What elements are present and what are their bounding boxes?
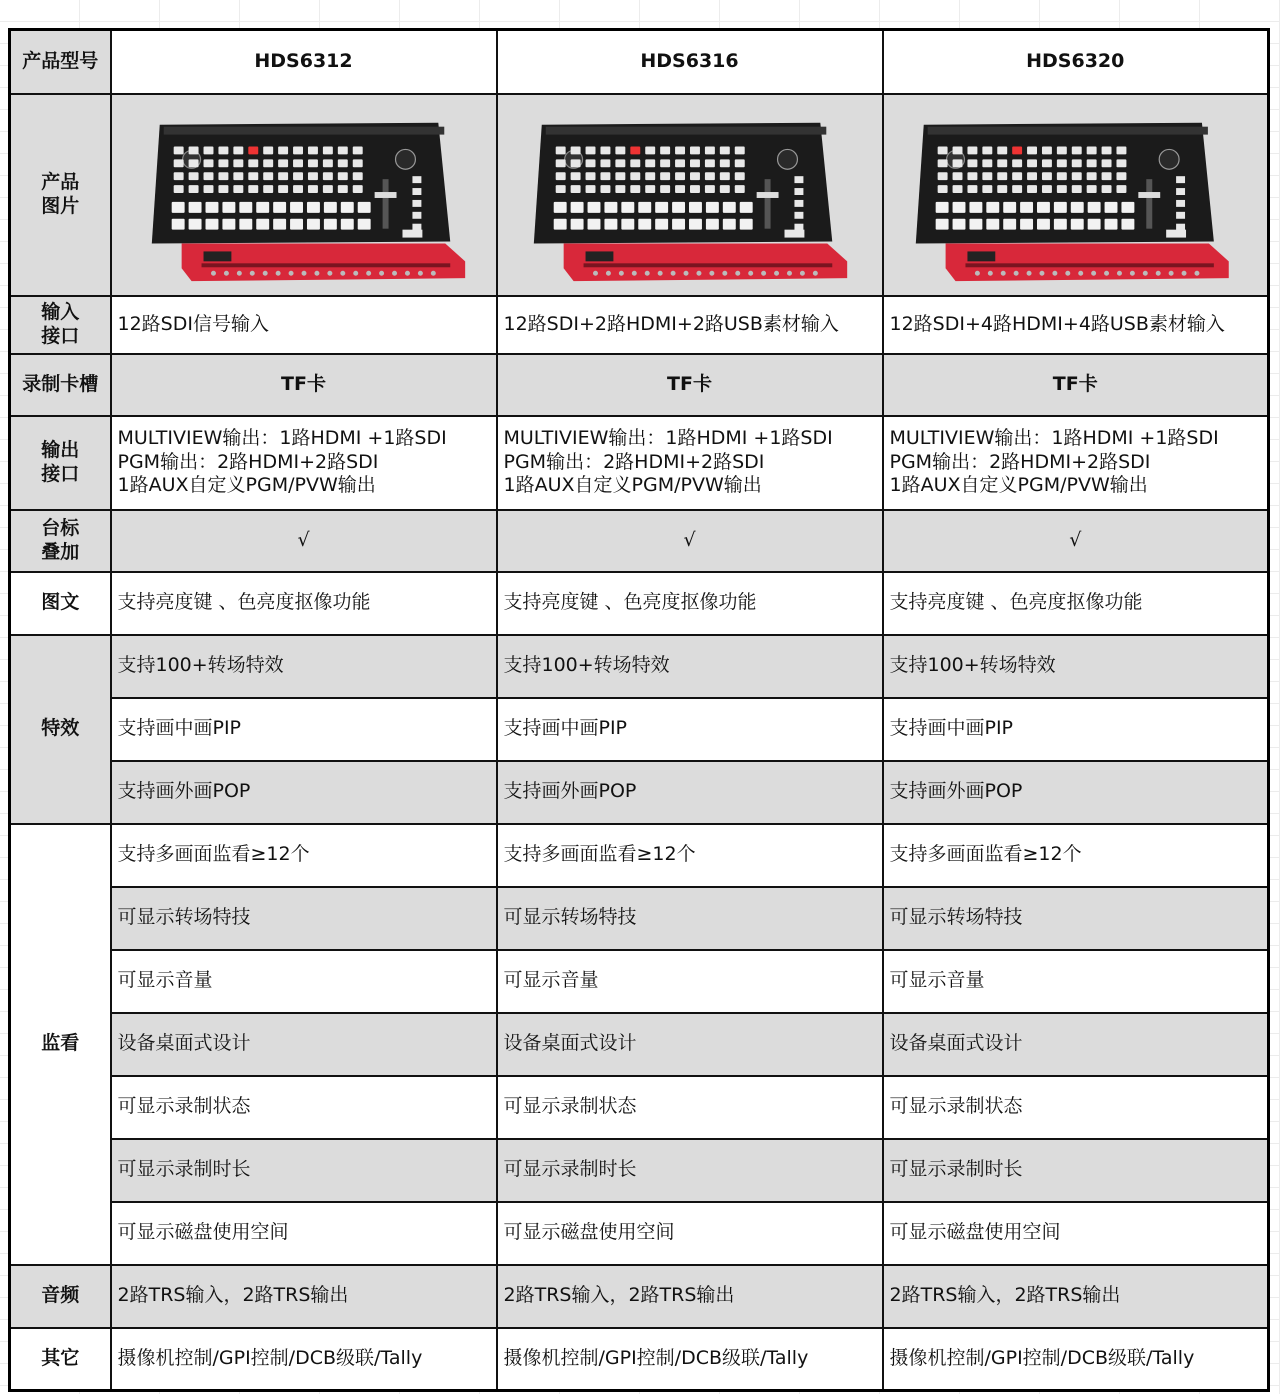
audio-label: 音频 <box>10 1265 111 1328</box>
picture-row-label <box>10 94 111 296</box>
output-row <box>10 416 1269 510</box>
monitor-label: 监看 <box>10 824 111 1265</box>
monitor-row <box>10 1139 1269 1202</box>
effects-label: 特效 <box>10 635 111 824</box>
switcher-device-image <box>112 95 496 295</box>
output-pgm-line: PGM输出：2路HDMI+2路SDI <box>117 450 379 473</box>
monitor-row <box>10 1076 1269 1139</box>
monitor-value: 可显示磁盘使用空间 <box>497 1202 883 1265</box>
monitor-value: 支持多画面监看≥12个 <box>111 824 497 887</box>
record-slot-value-1: TF卡 <box>111 354 497 416</box>
input-label-line2: 接口 <box>41 324 80 347</box>
input-label-line1: 输入 <box>41 300 80 323</box>
effects-row <box>10 698 1269 761</box>
output-label-line2: 接口 <box>41 462 80 485</box>
product-image-hds6320 <box>883 94 1269 296</box>
output-multiview-line: MULTIVIEW输出：1路HDMI +1路SDI <box>889 426 1219 449</box>
monitor-value: 可显示音量 <box>883 950 1269 1013</box>
picture-label-line1: 产品 <box>41 170 80 193</box>
audio-value-3: 2路TRS输入，2路TRS输出 <box>883 1265 1269 1328</box>
picture-label-line2: 图片 <box>41 194 80 217</box>
monitor-value: 可显示音量 <box>111 950 497 1013</box>
output-aux-line: 1路AUX自定义PGM/PVW输出 <box>117 474 376 497</box>
logo-label-line2: 叠加 <box>41 540 80 563</box>
audio-value-1: 2路TRS输入，2路TRS输出 <box>111 1265 497 1328</box>
other-value-1: 摄像机控制/GPI控制/DCB级联/Tally <box>111 1328 497 1391</box>
audio-value-2: 2路TRS输入，2路TRS输出 <box>497 1265 883 1328</box>
graphics-label: 图文 <box>10 572 111 635</box>
monitor-value: 可显示录制状态 <box>883 1076 1269 1139</box>
record-slot-value-3: TF卡 <box>883 354 1269 416</box>
product-picture-row <box>10 94 1269 296</box>
effects-value: 支持100+转场特效 <box>497 635 883 698</box>
effects-value: 支持100+转场特效 <box>111 635 497 698</box>
monitor-value: 可显示磁盘使用空间 <box>111 1202 497 1265</box>
monitor-value: 可显示磁盘使用空间 <box>883 1202 1269 1265</box>
monitor-value: 设备桌面式设计 <box>497 1013 883 1076</box>
output-aux-line: 1路AUX自定义PGM/PVW输出 <box>889 474 1148 497</box>
effects-value: 支持画外画POP <box>497 761 883 824</box>
monitor-row <box>10 824 1269 887</box>
output-aux-line: 1路AUX自定义PGM/PVW输出 <box>503 474 762 497</box>
output-value-3 <box>883 416 1269 510</box>
monitor-value: 支持多画面监看≥12个 <box>497 824 883 887</box>
graphics-row <box>10 572 1269 635</box>
effects-value: 支持画外画POP <box>883 761 1269 824</box>
graphics-value-3: 支持亮度键 、色亮度抠像功能 <box>883 572 1269 635</box>
effects-value: 支持画中画PIP <box>111 698 497 761</box>
monitor-value: 可显示转场特技 <box>883 887 1269 950</box>
monitor-value: 可显示录制时长 <box>883 1139 1269 1202</box>
effects-row <box>10 635 1269 698</box>
monitor-row <box>10 1013 1269 1076</box>
output-multiview-line: MULTIVIEW输出：1路HDMI +1路SDI <box>503 426 833 449</box>
output-pgm-line: PGM输出：2路HDMI+2路SDI <box>503 450 765 473</box>
effects-value: 支持画外画POP <box>111 761 497 824</box>
output-pgm-line: PGM输出：2路HDMI+2路SDI <box>889 450 1151 473</box>
monitor-row <box>10 950 1269 1013</box>
monitor-row <box>10 887 1269 950</box>
product-spec-table <box>8 28 1270 1392</box>
input-value-2: 12路SDI+2路HDMI+2路USB素材输入 <box>497 296 883 354</box>
monitor-row <box>10 1202 1269 1265</box>
model-header-row <box>10 30 1269 94</box>
output-value-2 <box>497 416 883 510</box>
output-value-1 <box>111 416 497 510</box>
monitor-value: 可显示录制状态 <box>111 1076 497 1139</box>
record-slot-row <box>10 354 1269 416</box>
effects-value: 支持100+转场特效 <box>883 635 1269 698</box>
input-row <box>10 296 1269 354</box>
graphics-value-1: 支持亮度键 、色亮度抠像功能 <box>111 572 497 635</box>
monitor-value: 可显示转场特技 <box>111 887 497 950</box>
effects-value: 支持画中画PIP <box>883 698 1269 761</box>
logo-overlay-check-2: √ <box>497 510 883 572</box>
logo-label-line1: 台标 <box>41 516 80 539</box>
effects-value: 支持画中画PIP <box>497 698 883 761</box>
input-value-3: 12路SDI+4路HDMI+4路USB素材输入 <box>883 296 1269 354</box>
monitor-value: 支持多画面监看≥12个 <box>883 824 1269 887</box>
logo-overlay-check-1: √ <box>111 510 497 572</box>
other-label: 其它 <box>10 1328 111 1391</box>
monitor-value: 设备桌面式设计 <box>883 1013 1269 1076</box>
effects-row <box>10 761 1269 824</box>
monitor-value: 可显示录制时长 <box>111 1139 497 1202</box>
output-multiview-line: MULTIVIEW输出：1路HDMI +1路SDI <box>117 426 447 449</box>
other-row <box>10 1328 1269 1391</box>
switcher-device-image <box>884 95 1268 295</box>
logo-overlay-label <box>10 510 111 572</box>
model-name-2: HDS6316 <box>497 30 883 94</box>
monitor-value: 可显示录制状态 <box>497 1076 883 1139</box>
output-label-line1: 输出 <box>41 438 80 461</box>
audio-row <box>10 1265 1269 1328</box>
model-header-label: 产品型号 <box>10 30 111 94</box>
switcher-device-image <box>498 95 882 295</box>
record-slot-value-2: TF卡 <box>497 354 883 416</box>
other-value-2: 摄像机控制/GPI控制/DCB级联/Tally <box>497 1328 883 1391</box>
logo-overlay-check-3: √ <box>883 510 1269 572</box>
monitor-value: 可显示录制时长 <box>497 1139 883 1202</box>
graphics-value-2: 支持亮度键 、色亮度抠像功能 <box>497 572 883 635</box>
monitor-value: 设备桌面式设计 <box>111 1013 497 1076</box>
input-row-label <box>10 296 111 354</box>
model-name-1: HDS6312 <box>111 30 497 94</box>
output-row-label <box>10 416 111 510</box>
other-value-3: 摄像机控制/GPI控制/DCB级联/Tally <box>883 1328 1269 1391</box>
product-image-hds6312 <box>111 94 497 296</box>
model-name-3: HDS6320 <box>883 30 1269 94</box>
product-image-hds6316 <box>497 94 883 296</box>
monitor-value: 可显示转场特技 <box>497 887 883 950</box>
input-value-1: 12路SDI信号输入 <box>111 296 497 354</box>
monitor-value: 可显示音量 <box>497 950 883 1013</box>
record-slot-label: 录制卡槽 <box>10 354 111 416</box>
logo-overlay-row <box>10 510 1269 572</box>
